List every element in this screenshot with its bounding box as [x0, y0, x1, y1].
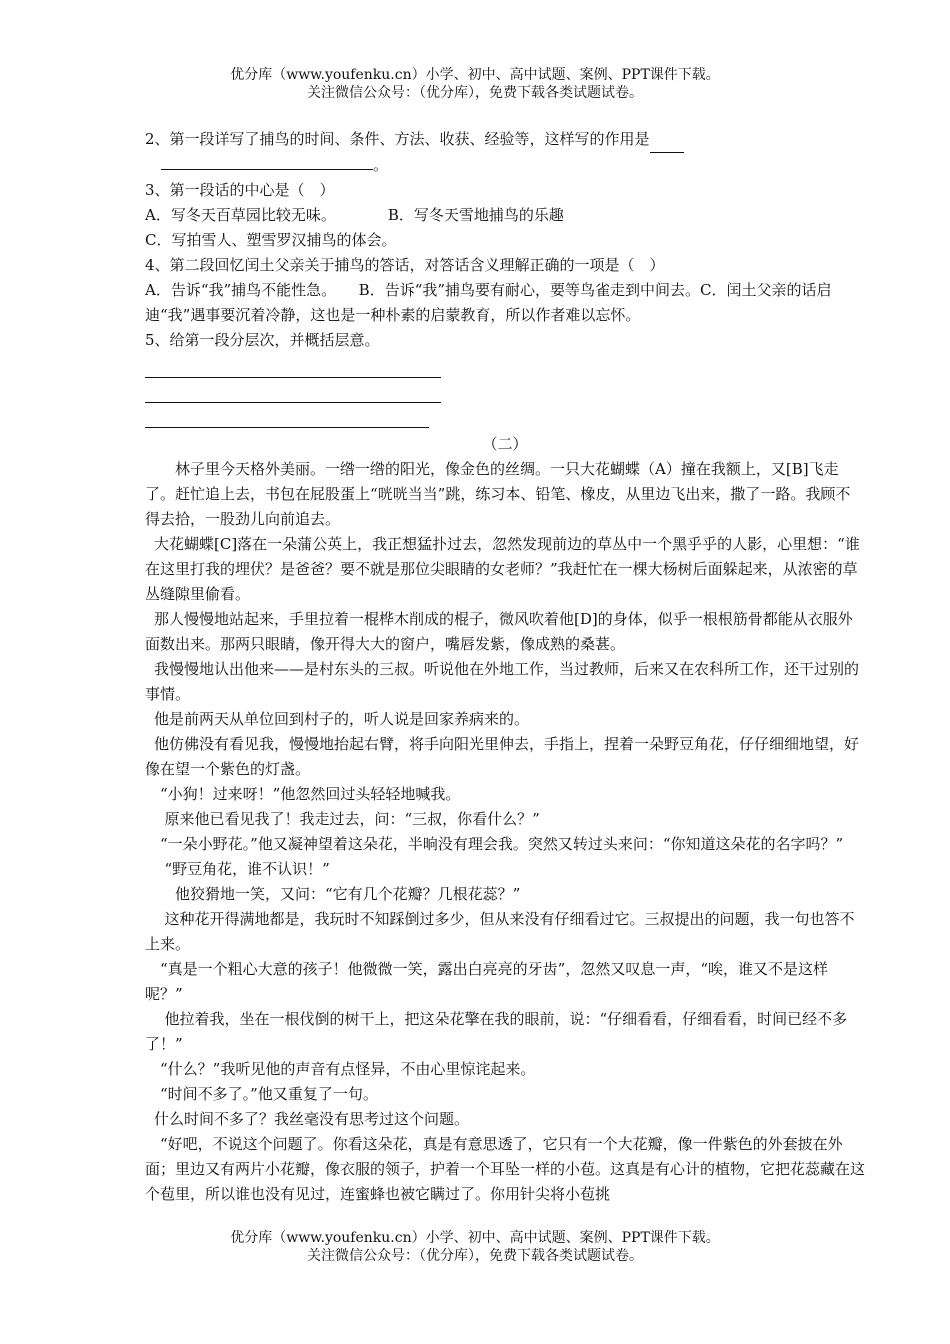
question-2-text: 2、第一段详写了捕鸟的时间、条件、方法、收获、经验等，这样写的作用是 — [145, 130, 650, 148]
passage-paragraph: 他拉着我，坐在一根伐倒的树干上，把这朵花擎在我的眼前，说：“仔细看看，仔细看看，时间已经不多了！” — [145, 1010, 848, 1053]
option-3c: C．写拍雪人、塑雪罗汉捕鸟的体会。 — [145, 231, 397, 249]
passage-paragraph: “野豆角花，谁不认识！” — [164, 860, 330, 878]
answer-blank-q2[interactable] — [650, 127, 684, 153]
footer-line-2: 关注微信公众号：（优分库），免费下载各类试题试卷。 — [307, 1248, 643, 1264]
question-2-continued — [145, 153, 865, 178]
passage-paragraph: 他狡猾地一笑，又问：“它有几个花瓣？几根花蕊？” — [175, 885, 521, 903]
question-4: 4、第二段回忆闰土父亲关于捕鸟的答话，对答话含义理解正确的一项是（ ） — [145, 256, 665, 274]
answer-blank-q2-line2[interactable] — [161, 153, 373, 170]
option-3a: A．写冬天百草园比较无味。 — [145, 206, 336, 224]
footer-line-1: 优分库（www.youfenku.cn）小学、初中、高中试题、案例、PPT课件下载。 — [230, 1230, 720, 1246]
question-3: 3、第一段话的中心是（ ） — [145, 181, 335, 199]
page-footer — [0, 1229, 950, 1265]
answer-line-1[interactable] — [145, 353, 441, 378]
question-5: 5、给第一段分层次，并概括层意。 — [145, 331, 380, 349]
passage-paragraph: 那人慢慢地站起来，手里拉着一棍桦木削成的棍子，微风吹着他[D]的身体，似乎一根根筋骨都能从衣服外面数出来。那两只眼睛，像开得大大的窗户，嘴唇发紫，像成熟的桑葚。 — [145, 610, 853, 653]
answer-line-2[interactable] — [145, 378, 441, 403]
passage-paragraph: 他是前两天从单位回到村子的，听人说是回家养病来的。 — [154, 710, 530, 728]
header-line-2: 关注微信公众号：（优分库），免费下载各类试题试卷。 — [307, 85, 643, 101]
passage-paragraph: 林子里今天格外美丽。一绺一绺的阳光，像金色的丝绸。一只大花蝴蝶（A）撞在我额上，又[B]飞走了。赶忙追上去，书包在屁股蛋上“咣咣当当”跳，练习本、铅笔、橡皮，从里边飞出来，撒了一路。我顾不得去拾，一股劲儿向前追去。 — [145, 460, 851, 528]
option-3b: B．写冬天雪地捕鸟的乐趣 — [387, 206, 564, 224]
question-3-options-ab — [145, 203, 865, 228]
passage-paragraph: “真是一个粗心大意的孩子！他微微一笑，露出白亮亮的牙齿”，忽然又叹息一声，“唉，谁又不是这样呢？” — [145, 960, 829, 1003]
passage-paragraph: 我慢慢地认出他来——是村东头的三叔。听说他在外地工作，当过教师，后来又在农科所工作，还干过别的事情。 — [145, 660, 860, 703]
passage-paragraph: “什么？”我听见他的声音有点怪异，不由心里惊诧起来。 — [160, 1060, 536, 1078]
question-2-end: 。 — [373, 156, 389, 174]
question-2 — [145, 127, 865, 153]
answer-line-3[interactable] — [145, 403, 429, 428]
passage-paragraph: 大花蝴蝶[C]落在一朵蒲公英上，我正想猛扑过去，忽然发现前边的草丛中一个黑乎乎的人影，心里想：“谁在这里打我的埋伏？是爸爸？要不就是那位尖眼睛的女老师？”我赶忙在一棵大杨树后面躲起来，从浓密的草丛缝隙里偷看。 — [145, 535, 860, 603]
question-4-options: A．告诉“我”捕鸟不能性急。 B．告诉“我”捕鸟要有耐心，要等鸟雀走到中间去。C．闰土父亲的话启迪“我”遇事要沉着冷静，这也是一种朴素的启蒙教育，所以作者难以忘怀。 — [145, 281, 832, 324]
page-header — [0, 66, 950, 102]
section-title: （二） — [482, 435, 528, 453]
header-line-1: 优分库（www.youfenku.cn）小学、初中、高中试题、案例、PPT课件下载。 — [230, 67, 720, 83]
passage-paragraph: 这种花开得满地都是，我玩时不知踩倒过多少，但从来没有仔细看过它。三叔提出的问题，我一句也答不上来。 — [145, 910, 855, 953]
passage-paragraph: “一朵小野花。”他又凝神望着这朵花，半晌没有理会我。突然又转过头来问：“你知道这朵花的名字吗？” — [160, 835, 844, 853]
passage-paragraph: “好吧，不说这个问题了。你看这朵花，真是有意思透了，它只有一个大花瓣，像一件紫色的外套披在外面；里边又有两片小花瓣，像衣服的领子，护着一个耳坠一样的小苞。这真是有心计的植物，它把花蕊藏在这个苞里，所以谁也没有见过，连蜜蜂也被它瞒过了。你用针尖将小苞挑 — [145, 1135, 866, 1203]
passage-paragraph: 原来他已看见我了！我走过去，问：“三叔，你看什么？” — [164, 810, 540, 828]
passage-paragraph: 什么时间不多了？我丝毫没有思考过这个问题。 — [154, 1110, 470, 1128]
passage-paragraph: 他仿佛没有看见我，慢慢地抬起右臂，将手向阳光里伸去，手指上，捏着一朵野豆角花，仔仔细细地望，好像在望一个紫色的灯盏。 — [145, 735, 860, 778]
passage-paragraph: “小狗！过来呀！”他忽然回过头轻轻地喊我。 — [160, 785, 461, 803]
passage-paragraph: “时间不多了。”他又重复了一句。 — [160, 1085, 378, 1103]
content-area — [145, 127, 865, 1207]
